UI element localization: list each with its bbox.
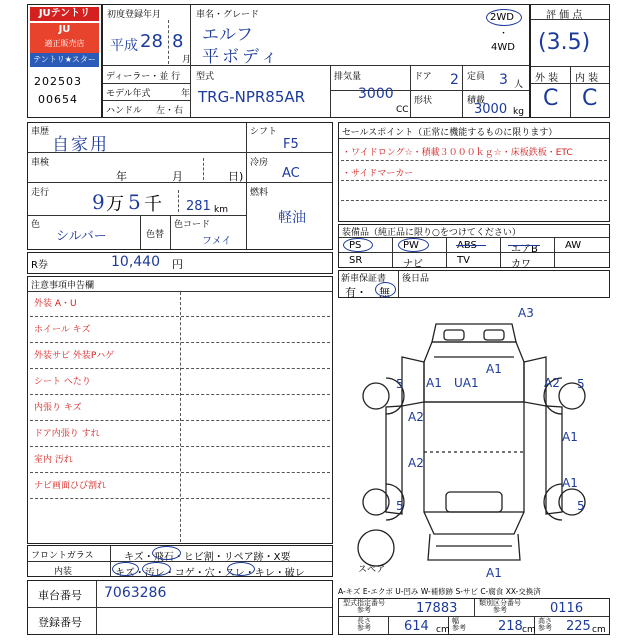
recycle-label: R券 xyxy=(31,260,48,271)
reg-era: 平成 xyxy=(110,38,138,54)
width-label: 幅 参考 xyxy=(452,617,466,632)
length-value: 614 xyxy=(404,619,429,634)
mileage-label: 走行 xyxy=(31,188,50,198)
interior-grade: C xyxy=(582,86,598,111)
inspection-label: 車検 xyxy=(31,158,50,168)
dealer-label: ディーラー・並 行 xyxy=(106,72,181,82)
chassis-label: 車台番号 xyxy=(38,589,82,602)
damage-mark: A2 xyxy=(408,456,424,470)
inspection-day: 日) xyxy=(228,170,244,183)
fuel-value: 軽油 xyxy=(278,210,306,226)
handle-options: 左・右 xyxy=(156,106,184,116)
equipment-item: ナビ xyxy=(403,259,423,270)
color-value: シルバー xyxy=(56,229,107,244)
damage-mark: A1 xyxy=(426,376,442,390)
warranty-none: 無 xyxy=(379,286,390,299)
category-class-label: 類別区分番号 参考 xyxy=(479,599,521,614)
equipment-title: 装備品（純正品に限り○をつけてください） xyxy=(342,228,521,238)
damage-mark: 5 xyxy=(396,499,404,513)
equip-abs-strike xyxy=(456,245,486,246)
displacement-unit: CC xyxy=(396,105,409,115)
door-label: ドア xyxy=(414,72,432,82)
warranty-label: 新車保証書 xyxy=(341,274,387,284)
logo-store-text: 適正販売店 xyxy=(44,39,85,48)
windshield-options: キズ・飛石・ヒビ割・リペア跡・X要 xyxy=(124,552,291,563)
mileage-exact: 281 xyxy=(186,199,211,214)
mileage-man-unit: 万 xyxy=(106,194,124,215)
car-name-label: 車名・グレード xyxy=(196,10,260,20)
spare-tire-icon xyxy=(358,530,394,566)
length-label: 長さ 参考 xyxy=(357,617,371,632)
width-unit: cm xyxy=(522,625,536,635)
color-change-label: 色替 xyxy=(146,230,165,240)
sales-points-line-1: ・ワイドロング☆・積載３０００ｋｇ☆・床板鉄板・ETC xyxy=(342,148,573,158)
type-value: TRG-NPR85AR xyxy=(198,88,306,106)
displacement-value: 3000 xyxy=(358,86,394,102)
diagram-mirror-left xyxy=(444,330,464,340)
equipment-item: TV xyxy=(457,255,470,266)
logo-store xyxy=(30,23,99,53)
reg-month: 8 xyxy=(172,31,184,52)
interior-stain-circle xyxy=(142,562,171,576)
logo-bottom: テントリ★スター xyxy=(30,53,99,67)
notes-line: ドア内張り すれ xyxy=(34,429,100,439)
model-year-unit: 年 xyxy=(181,89,191,99)
inspection-year: 年 xyxy=(116,170,127,183)
windshield-label: フロントガラス xyxy=(31,551,94,561)
payload-value: 3000 xyxy=(474,102,508,117)
width-value: 218 xyxy=(498,619,523,634)
damage-mark: A1 xyxy=(486,566,502,580)
exterior-grade: C xyxy=(543,86,559,111)
logo-top: JUテントリ xyxy=(30,7,99,21)
reg-no-label: 登録番号 xyxy=(38,616,82,629)
equip-airbag-strike xyxy=(508,245,540,246)
drive-2wd-circle xyxy=(486,9,522,26)
damage-mark: 5 xyxy=(577,377,585,391)
height-value: 225 xyxy=(566,619,591,634)
damage-mark: A1 xyxy=(562,476,578,490)
equip-ps-circle xyxy=(343,238,373,252)
reg-year: 28 xyxy=(140,31,163,52)
diagram-rear-panel xyxy=(428,534,520,560)
chassis-value: 7063286 xyxy=(104,585,167,601)
door-value: 2 xyxy=(450,72,459,88)
diagram-rear xyxy=(424,512,524,534)
wheel-front-left-icon xyxy=(363,383,389,409)
equipment-item: SR xyxy=(349,255,363,266)
height-label: 高さ 参考 xyxy=(538,617,552,632)
ac-label: 冷房 xyxy=(250,158,269,168)
interior-row-label: 内装 xyxy=(54,567,73,577)
equipment-item: ABS xyxy=(457,240,477,251)
damage-mark: 5 xyxy=(396,377,404,391)
score-value: (3.5) xyxy=(538,30,591,55)
diagram-mirror-right xyxy=(484,330,504,340)
height-unit: cm xyxy=(592,625,606,635)
color-code-value: フメイ xyxy=(202,236,232,247)
wheel-rear-left-icon xyxy=(363,489,389,515)
payload-label: 積載 xyxy=(467,96,486,106)
interior-rub-circle xyxy=(227,562,255,576)
shift-label: シフト xyxy=(250,127,278,137)
notes-line: シート へたり xyxy=(34,377,91,387)
windshield-chip-circle xyxy=(152,546,181,560)
diagram-legend: A-キズ E-エクボ U-凹み W-補修跡 S-サビ C-腐食 XX-交換済 xyxy=(338,587,541,596)
drive-dot: ・ xyxy=(499,29,509,39)
model-year-label: モデル年式 xyxy=(106,89,151,99)
drive-2wd: 2WD xyxy=(490,12,514,23)
capacity-label: 定員 xyxy=(467,72,486,82)
drive-4wd: 4WD xyxy=(491,42,515,53)
lot-line-1: 202503 xyxy=(34,75,82,88)
shape-label: 形状 xyxy=(414,96,433,106)
notes-line: ナビ画面ひび割れ xyxy=(34,481,107,491)
equipment-item: カワ xyxy=(511,259,531,270)
interior-options: キズ・汚レ・コゲ・穴・スレ・キレ・破レ xyxy=(115,568,305,579)
shift-value: F5 xyxy=(283,137,299,152)
recycle-unit: 円 xyxy=(172,258,183,271)
damage-mark: A2 xyxy=(408,410,424,424)
type-designation-label: 型式指定番号 参考 xyxy=(343,599,385,614)
notes-line: ホイール キズ xyxy=(34,325,91,335)
capacity-unit: 人 xyxy=(514,80,524,90)
notes-line: 内張り キズ xyxy=(34,403,82,413)
sales-points-line-2: ・サイドマーカー xyxy=(342,169,414,179)
reg-year-label: 初度登録年月 xyxy=(107,10,162,20)
equipment-item: PS xyxy=(349,240,362,251)
color-label: 色 xyxy=(31,220,41,230)
interior-scratch-circle xyxy=(112,562,139,576)
car-name: エルフ xyxy=(202,25,253,45)
mileage-sen: 5 xyxy=(128,190,141,214)
exterior-label: 外 装 xyxy=(535,73,559,84)
notes-line: 室内 汚れ xyxy=(34,455,73,465)
warranty-none-circle xyxy=(375,282,396,297)
inspection-month: 月 xyxy=(172,170,183,183)
notes-line: 外装サビ 外装Pハゲ xyxy=(34,351,115,361)
equipment-item: AW xyxy=(565,240,582,251)
type-label: 型式 xyxy=(196,72,215,82)
mileage-man: 9 xyxy=(92,190,105,214)
damage-mark: A1 xyxy=(486,362,502,376)
interior-label: 内 装 xyxy=(575,73,599,84)
lot-line-2: 00654 xyxy=(38,93,78,106)
warranty-options: 有・ xyxy=(345,286,367,299)
diagram-cab-top xyxy=(424,342,524,402)
damage-mark: UA1 xyxy=(454,376,479,390)
ac-value: AC xyxy=(282,166,300,181)
diagram-bed xyxy=(424,402,524,512)
damage-mark: A2 xyxy=(544,376,560,390)
car-grade: 平ボディ xyxy=(202,47,281,67)
type-designation-value: 17883 xyxy=(416,601,458,616)
length-unit: cm xyxy=(436,625,450,635)
category-value: 自家用 xyxy=(52,135,109,155)
equip-pw-circle xyxy=(398,238,429,252)
equipment-item: エアB xyxy=(511,244,538,255)
damage-mark: 5 xyxy=(577,499,585,513)
logo-ju: JU xyxy=(58,24,71,35)
payload-unit: kg xyxy=(513,107,524,117)
color-code-label: 色コード xyxy=(174,220,211,230)
auction-logo-block xyxy=(27,4,102,118)
recycle-value: 10,440 xyxy=(111,254,160,270)
spare-label: スペア xyxy=(358,565,386,575)
category-class-value: 0116 xyxy=(550,601,584,616)
handle-label: ハンドル xyxy=(106,106,143,116)
fuel-label: 燃料 xyxy=(250,188,269,198)
damage-mark: A1 xyxy=(562,430,578,444)
equipment-item: PW xyxy=(403,240,419,251)
notes-line: 外装 A・U xyxy=(34,299,77,309)
score-label: 評 価 点 xyxy=(546,10,583,21)
reg-month-unit: 月 xyxy=(182,55,192,65)
displacement-label: 排気量 xyxy=(334,72,362,82)
category-label: 車歴 xyxy=(31,127,50,137)
sales-points-title: セールスポイント（正常に機能するものに限ります） xyxy=(342,128,558,138)
later-label: 後日品 xyxy=(402,274,430,284)
mileage-unit: km xyxy=(214,205,228,215)
capacity-value: 3 xyxy=(499,72,508,88)
notes-title: 注意事項申告欄 xyxy=(31,281,95,291)
mileage-sen-unit: 千 xyxy=(144,194,162,215)
damage-mark: A3 xyxy=(518,306,534,320)
